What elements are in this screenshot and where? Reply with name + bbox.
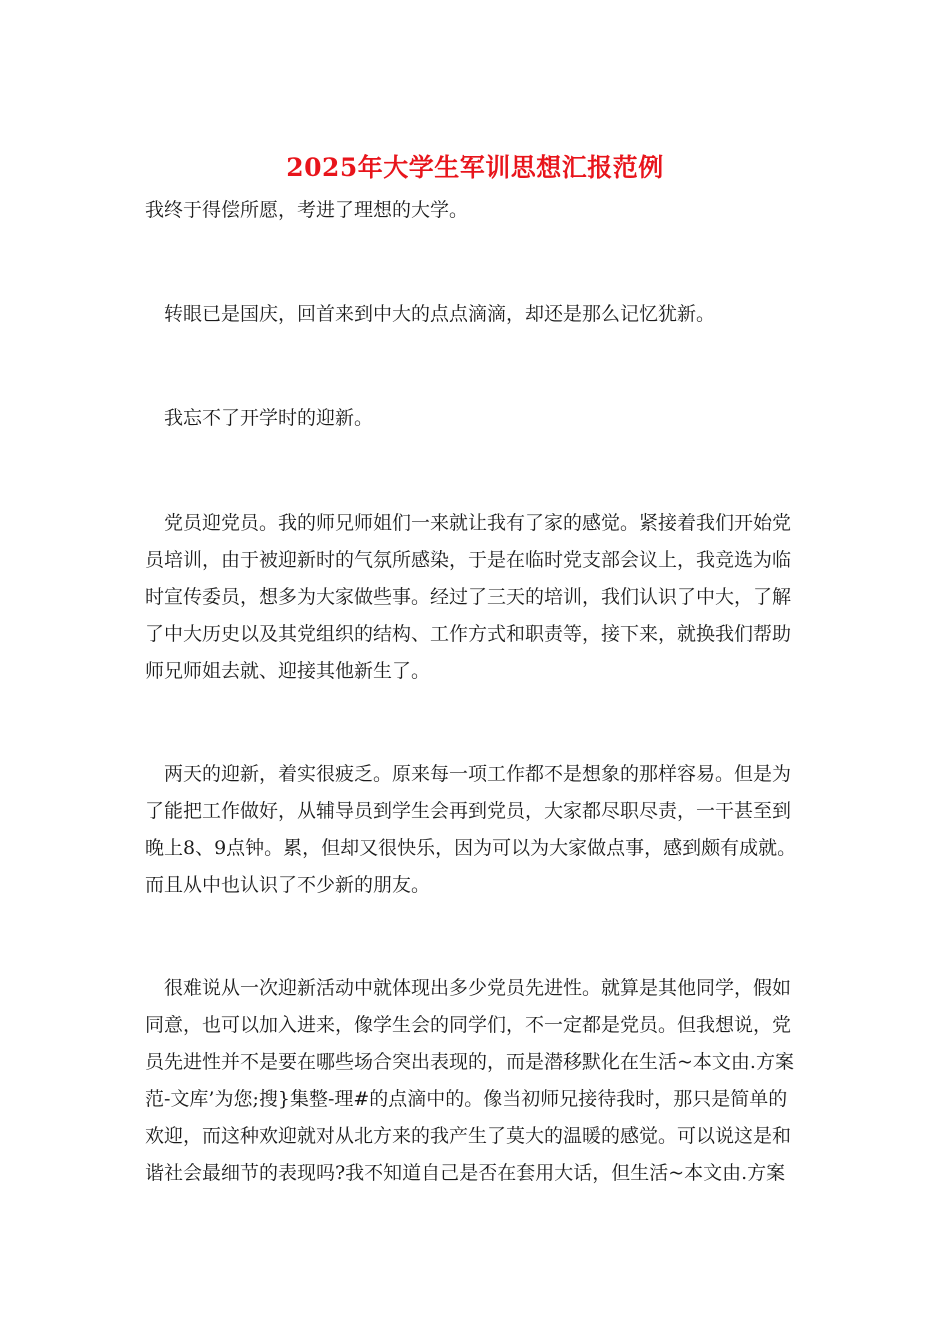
paragraph-2: 转眼已是国庆，回首来到中大的点点滴滴，却还是那么记忆犹新。 — [164, 303, 716, 325]
paragraph-1: 我终于得偿所愿，考进了理想的大学。 — [145, 199, 469, 221]
paragraph-6: 很难说从一次迎新活动中就体现出多少党员先进性。就算是其他同学，假如同意，也可以加入进来，像学生会的同学们，不一定都是党员。但我想说，党员先进性并不是要在哪些场合突出表现的，而是潜移默化在生活~本文由.方案范-文库’为您;搜}集整-理#的点滴中的。像当初师兄接待我时，那只是简单的欢迎，而这种欢迎就对从北方来的我产生了莫大的温暖的感觉。可以说这是和谐社会最细节的表现吗?我不知道自己是否在套用大话，但生活~本文由.方案 — [145, 977, 794, 1184]
paragraph-4: 党员迎党员。我的师兄师姐们一来就让我有了家的感觉。紧接着我们开始党员培训，由于被迎新时的气氛所感染，于是在临时党支部会议上，我竞选为临时宣传委员，想多为大家做些事。经过了三天的培训，我们认识了中大，了解了中大历史以及其党组织的结构、工作方式和职责等，接下来，就换我们帮助师兄师姐去就、迎接其他新生了。 — [145, 512, 792, 682]
document-title: 2025年大学生军训思想汇报范例 — [286, 153, 664, 182]
paragraph-5: 两天的迎新，着实很疲乏。原来每一项工作都不是想象的那样容易。但是为了能把工作做好，从辅导员到学生会再到党员，大家都尽职尽责，一干甚至到晚上8、9点钟。累，但却又很快乐，因为可以为大家做点事，感到颇有成就。而且从中也认识了不少新的朋友。 — [145, 763, 797, 896]
paragraph-3: 我忘不了开学时的迎新。 — [164, 407, 374, 429]
